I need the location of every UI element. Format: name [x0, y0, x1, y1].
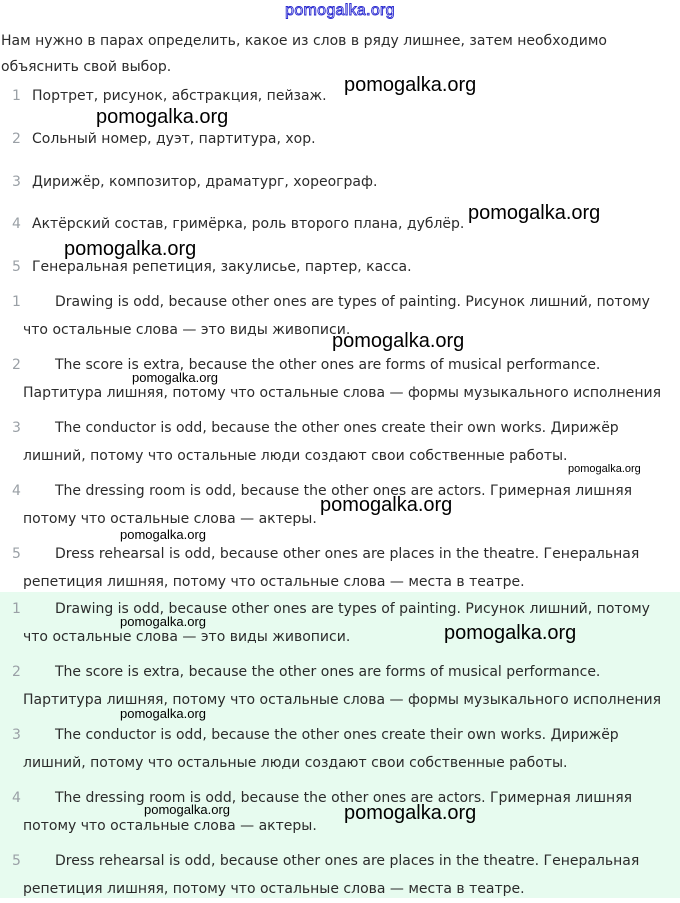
- item-number: 4: [12, 790, 21, 806]
- watermark: pomogalka.org: [120, 527, 206, 542]
- watermark: pomogalka.org: [468, 202, 601, 224]
- item-text: Сольный номер, дуэт, партитура, хор.: [32, 131, 316, 147]
- item-text: The conductor is odd, because the other ones create their own works. Дирижёр лишний, потому что остальные люди создают свои собственные работы.: [23, 727, 619, 771]
- watermark: pomogalka.org: [344, 74, 477, 96]
- item-number: 4: [12, 483, 21, 499]
- watermark: pomogalka.org: [444, 622, 577, 644]
- task-intro: Нам нужно в парах определить, какое из слов в ряду лишнее, затем необходимо объяснить свой выбор.: [1, 33, 607, 75]
- watermark: pomogalka.org: [132, 370, 218, 385]
- list-item: [0, 540, 675, 596]
- watermark: pomogalka.org: [568, 463, 641, 475]
- list-item: [0, 847, 675, 903]
- item-number: 3: [12, 174, 21, 190]
- item-number: 2: [12, 664, 21, 680]
- item-number: 2: [12, 131, 21, 147]
- watermark: pomogalka.org: [96, 106, 229, 128]
- watermark: pomogalka.org: [120, 706, 206, 721]
- item-number: 1: [12, 601, 21, 617]
- watermark: pomogalka.org: [120, 614, 206, 629]
- item-number: 1: [12, 294, 21, 310]
- item-number: 5: [12, 853, 21, 869]
- item-number: 3: [12, 420, 21, 436]
- item-number: 5: [12, 546, 21, 562]
- item-text: The score is extra, because the other ones are forms of musical performance. Партитура лишняя, потому что остальные слова — формы музыкального исполнения: [23, 357, 662, 401]
- list-item: [0, 784, 675, 840]
- site-header[interactable]: pomogalka.org: [285, 2, 395, 19]
- item-text: The dressing room is odd, because the other ones are actors. Гримерная лишняя потому что остальные слова — актеры.: [23, 483, 633, 527]
- watermark: pomogalka.org: [320, 494, 453, 516]
- item-text: The score is extra, because the other ones are forms of musical performance. Партитура лишняя, потому что остальные слова — формы музыкального исполнения: [23, 664, 662, 708]
- item-text: The conductor is odd, because the other ones create their own works. Дирижёр лишний, потому что остальные люди создают свои собственные работы.: [23, 420, 619, 464]
- item-number: 3: [12, 727, 21, 743]
- list-item: [0, 658, 675, 714]
- watermark: pomogalka.org: [344, 802, 477, 824]
- item-text: Dress rehearsal is odd, because other ones are places in the theatre. Генеральная репетиция лишняя, потому что остальные слова — места в театре.: [23, 546, 640, 590]
- item-text: Drawing is odd, because other ones are types of painting. Рисунок лишний, потому что остальные слова — это виды живописи.: [23, 294, 650, 338]
- item-number: 2: [12, 357, 21, 373]
- list-item: [0, 414, 675, 470]
- item-number: 4: [12, 216, 21, 232]
- item-text: Генеральная репетиция, закулисье, партер, касса.: [32, 259, 412, 275]
- list-item: [0, 721, 675, 777]
- item-text: Drawing is odd, because other ones are types of painting. Рисунок лишний, потому что остальные слова — это виды живописи.: [23, 601, 650, 645]
- watermark: pomogalka.org: [332, 330, 465, 352]
- item-text: Актёрский состав, гримёрка, роль второго плана, дублёр.: [32, 216, 465, 232]
- watermark: pomogalka.org: [144, 802, 230, 817]
- item-number: 5: [12, 259, 21, 275]
- item-text: Портрет, рисунок, абстракция, пейзаж.: [32, 88, 327, 104]
- item-text: Дирижёр, композитор, драматург, хореограф.: [32, 174, 378, 190]
- item-text: The dressing room is odd, because the other ones are actors. Гримерная лишняя потому что остальные слова — актеры.: [23, 790, 633, 834]
- item-number: 1: [12, 88, 21, 104]
- list-item: [0, 351, 675, 407]
- item-text: Dress rehearsal is odd, because other ones are places in the theatre. Генеральная репетиция лишняя, потому что остальные слова — места в театре.: [23, 853, 640, 897]
- watermark: pomogalka.org: [64, 238, 197, 260]
- list-item: [0, 168, 675, 196]
- list-item: [0, 125, 675, 153]
